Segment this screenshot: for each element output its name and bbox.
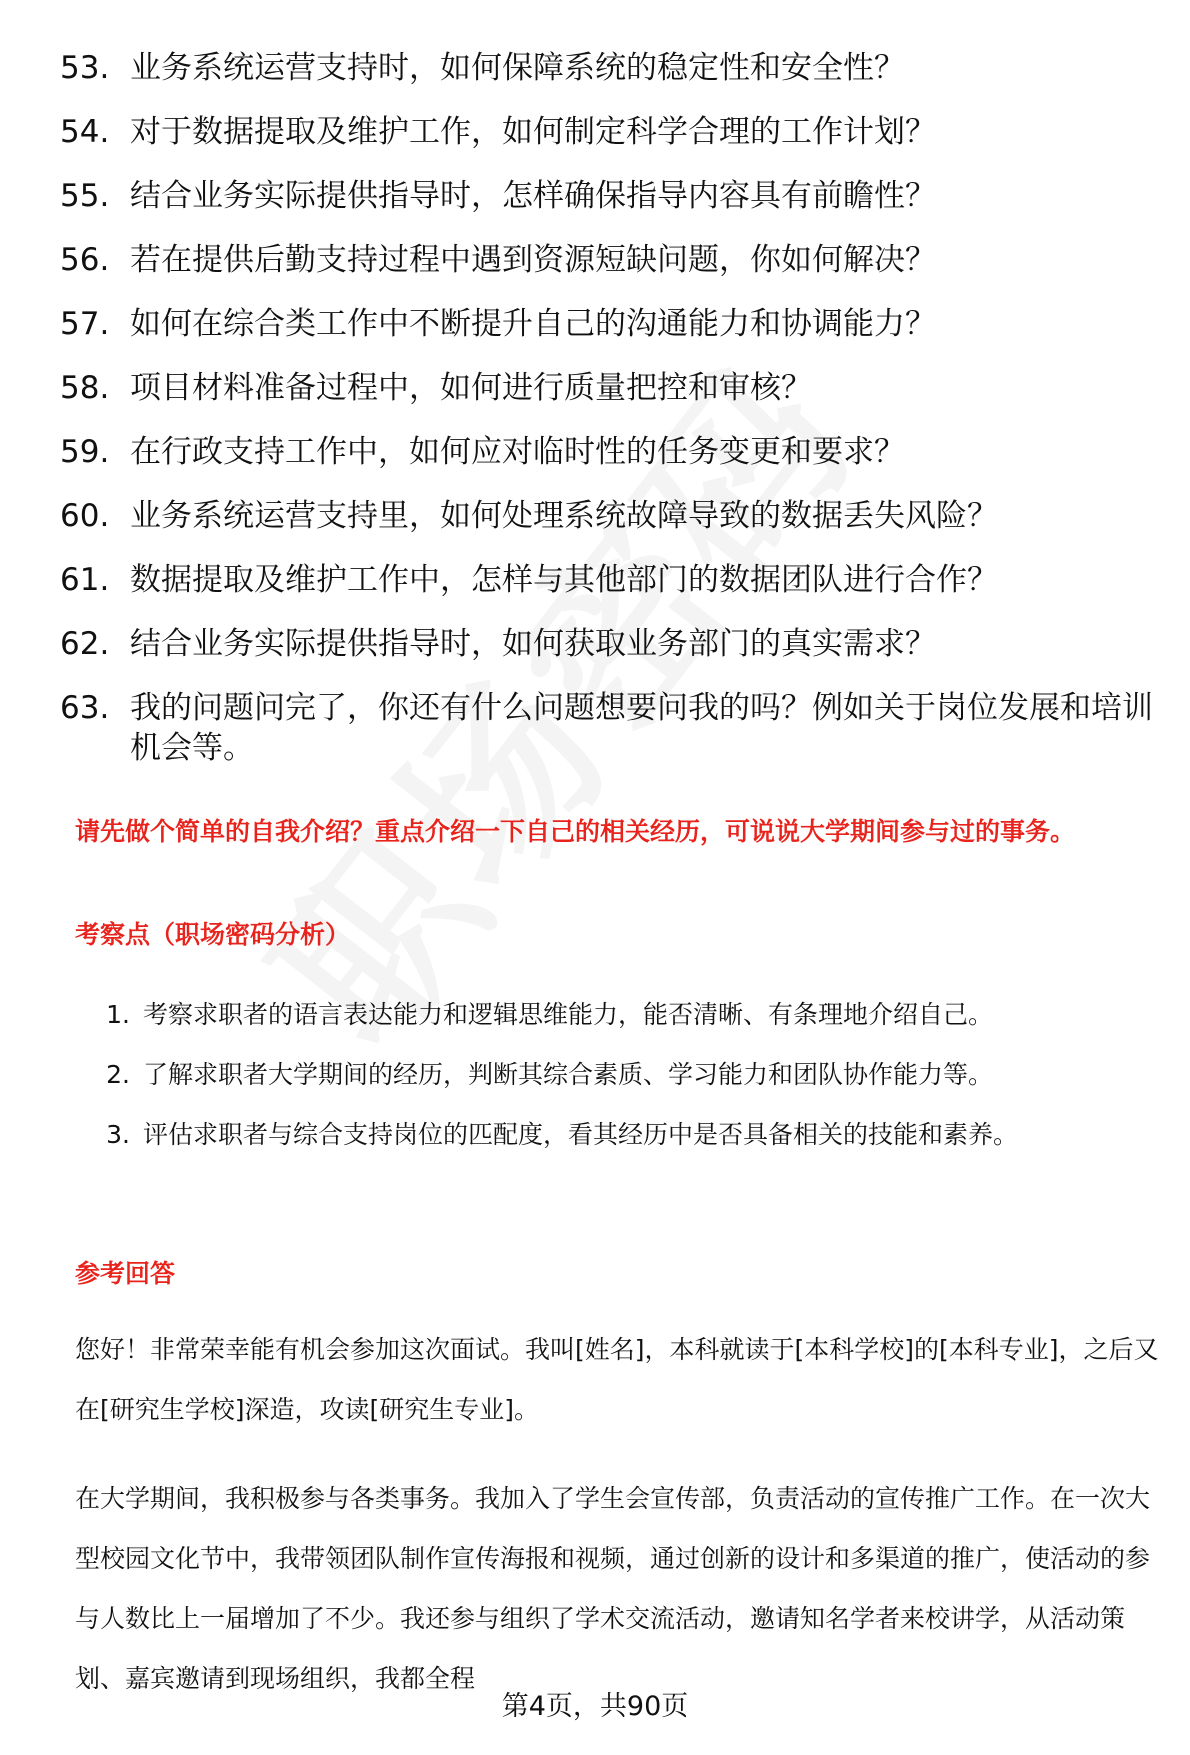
list-item [60,432,1160,473]
list-item [60,624,1160,665]
question-number: 58. [60,370,110,406]
question-number: 55. [60,178,110,214]
list-item [60,112,1160,153]
question-text: 对于数据提取及维护工作，如何制定科学合理的工作计划？ [130,114,936,150]
point-text: 了解求职者大学期间的经历，判断其综合素质、学习能力和团队协作能力等。 [143,1060,994,1089]
question-text: 结合业务实际提供指导时，如何获取业务部门的真实需求？ [130,626,936,662]
answer-paragraph: 在大学期间，我积极参与各类事务。我加入了学生会宣传部，负责活动的宣传推广工作。在一次大型校园文化节中，我带领团队制作宣传海报和视频，通过创新的设计和多渠道的推广，使活动的参与人数比上一届增加了不少。我还参与组织了学术交流活动，邀请知名学者来校讲学，从活动策划、嘉宾邀请到现场组织，我都全程 [75,1484,1151,1693]
question-number: 53. [60,50,110,86]
question-text: 数据提取及维护工作中，怎样与其他部门的数据团队进行合作？ [130,562,998,598]
list-item [60,368,1160,409]
list-item [60,240,1160,281]
list-item [60,688,1160,768]
analysis-point-list [75,985,1165,1165]
question-text: 在行政支持工作中，如何应对临时性的任务变更和要求？ [130,434,905,470]
point-text: 评估求职者与综合支持岗位的匹配度，看其经历中是否具备相关的技能和素养。 [143,1120,1019,1149]
question-text: 若在提供后勤支持过程中遇到资源短缺问题，你如何解决？ [130,242,936,278]
point-text: 考察求职者的语言表达能力和逻辑思维能力，能否清晰、有条理地介绍自己。 [143,1000,994,1029]
list-item [60,48,1160,89]
question-number: 54. [60,114,110,150]
list-item [60,560,1160,601]
list-item [75,985,1165,1045]
question-text: 业务系统运营支持时，如何保障系统的稳定性和安全性？ [130,50,905,86]
intro-question-heading: 请先做个简单的自我介绍？重点介绍一下自己的相关经历，可说说大学期间参与过的事务。 [75,817,1076,846]
question-number: 59. [60,434,110,470]
point-number: 3. [106,1120,130,1149]
question-number: 62. [60,626,110,662]
list-item [75,1105,1165,1165]
question-text: 如何在综合类工作中不断提升自己的沟通能力和协调能力？ [130,306,936,342]
list-item [75,1045,1165,1105]
analysis-section-title: 考察点（职场密码分析） [75,920,351,949]
question-list [60,48,1160,791]
question-text: 结合业务实际提供指导时，怎样确保指导内容具有前瞻性？ [130,178,936,214]
question-text: 我的问题问完了，你还有什么问题想要问我的吗？例如关于岗位发展和培训机会等。 [130,690,1153,766]
question-number: 57. [60,306,110,342]
answer-paragraph: 您好！非常荣幸能有机会参加这次面试。我叫[姓名]，本科就读于[本科学校]的[本科专业]，之后又在[研究生学校]深造，攻读[研究生专业]。 [75,1335,1159,1424]
list-item [60,496,1160,537]
question-number: 60. [60,498,110,534]
point-number: 1. [106,1000,130,1029]
question-number: 56. [60,242,110,278]
list-item [60,176,1160,217]
answer-section-title: 参考回答 [75,1259,176,1288]
point-number: 2. [106,1060,130,1089]
list-item [60,304,1160,345]
question-text: 项目材料准备过程中，如何进行质量把控和审核？ [130,370,812,406]
question-number: 61. [60,562,110,598]
page-footer: 第4页，共90页 [501,1691,689,1722]
question-number: 63. [60,690,110,726]
question-text: 业务系统运营支持里，如何处理系统故障导致的数据丢失风险？ [130,498,998,534]
